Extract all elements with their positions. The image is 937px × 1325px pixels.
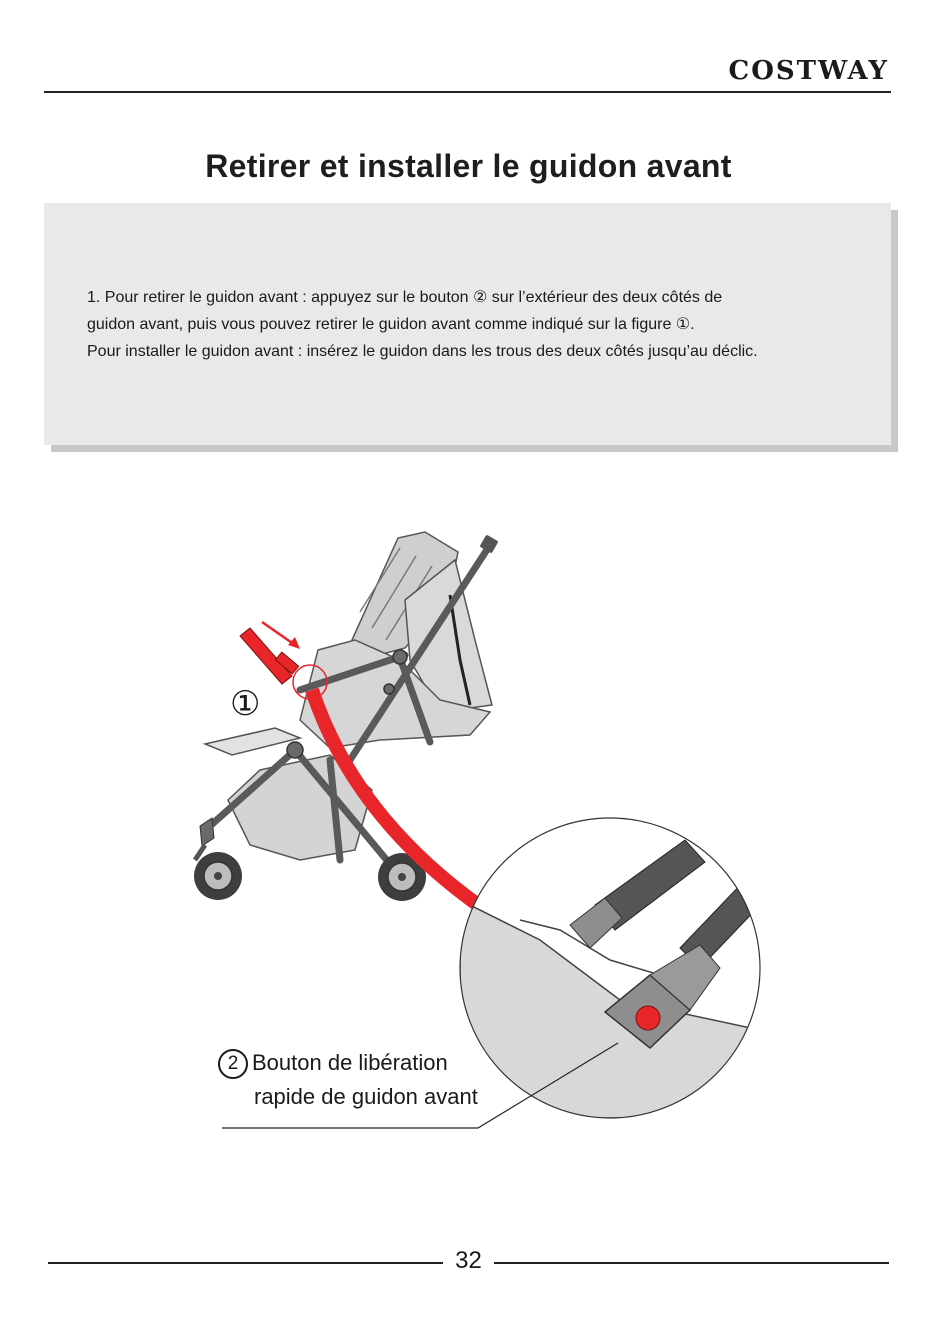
- hinge: [393, 650, 407, 664]
- instruction-line: 1. Pour retirer le guidon avant : appuyez sur le bouton ② sur l’extérieur des deux côtés de: [87, 289, 723, 306]
- step-marker: ①: [230, 685, 261, 723]
- footer-divider-right: [494, 1262, 889, 1264]
- footer-divider-left: [48, 1262, 443, 1264]
- front-wheel: [194, 818, 242, 900]
- front-bar-red: [240, 628, 299, 684]
- instruction-line: Pour installer le guidon avant : insérez le guidon dans les trous des deux côtés jusqu’au déclic.: [87, 343, 758, 360]
- callout-line1: Bouton de libération: [252, 1050, 448, 1075]
- page-number: 32: [455, 1247, 482, 1274]
- callout-line2: rapide de guidon avant: [254, 1084, 478, 1109]
- hinge: [384, 684, 394, 694]
- release-button: [636, 1006, 660, 1030]
- callout-number: 2: [218, 1049, 248, 1079]
- removal-arrow: [262, 622, 295, 645]
- page-title: Retirer et installer le guidon avant: [205, 148, 732, 184]
- brand-logo: COSTWAY: [728, 56, 889, 86]
- hinge: [287, 742, 303, 758]
- footrest: [205, 728, 300, 755]
- detail-zoom: [460, 818, 760, 1118]
- instruction-line: guidon avant, puis vous pouvez retirer le guidon avant comme indiqué sur la figure ①.: [87, 316, 695, 333]
- callout-label: [218, 1046, 478, 1114]
